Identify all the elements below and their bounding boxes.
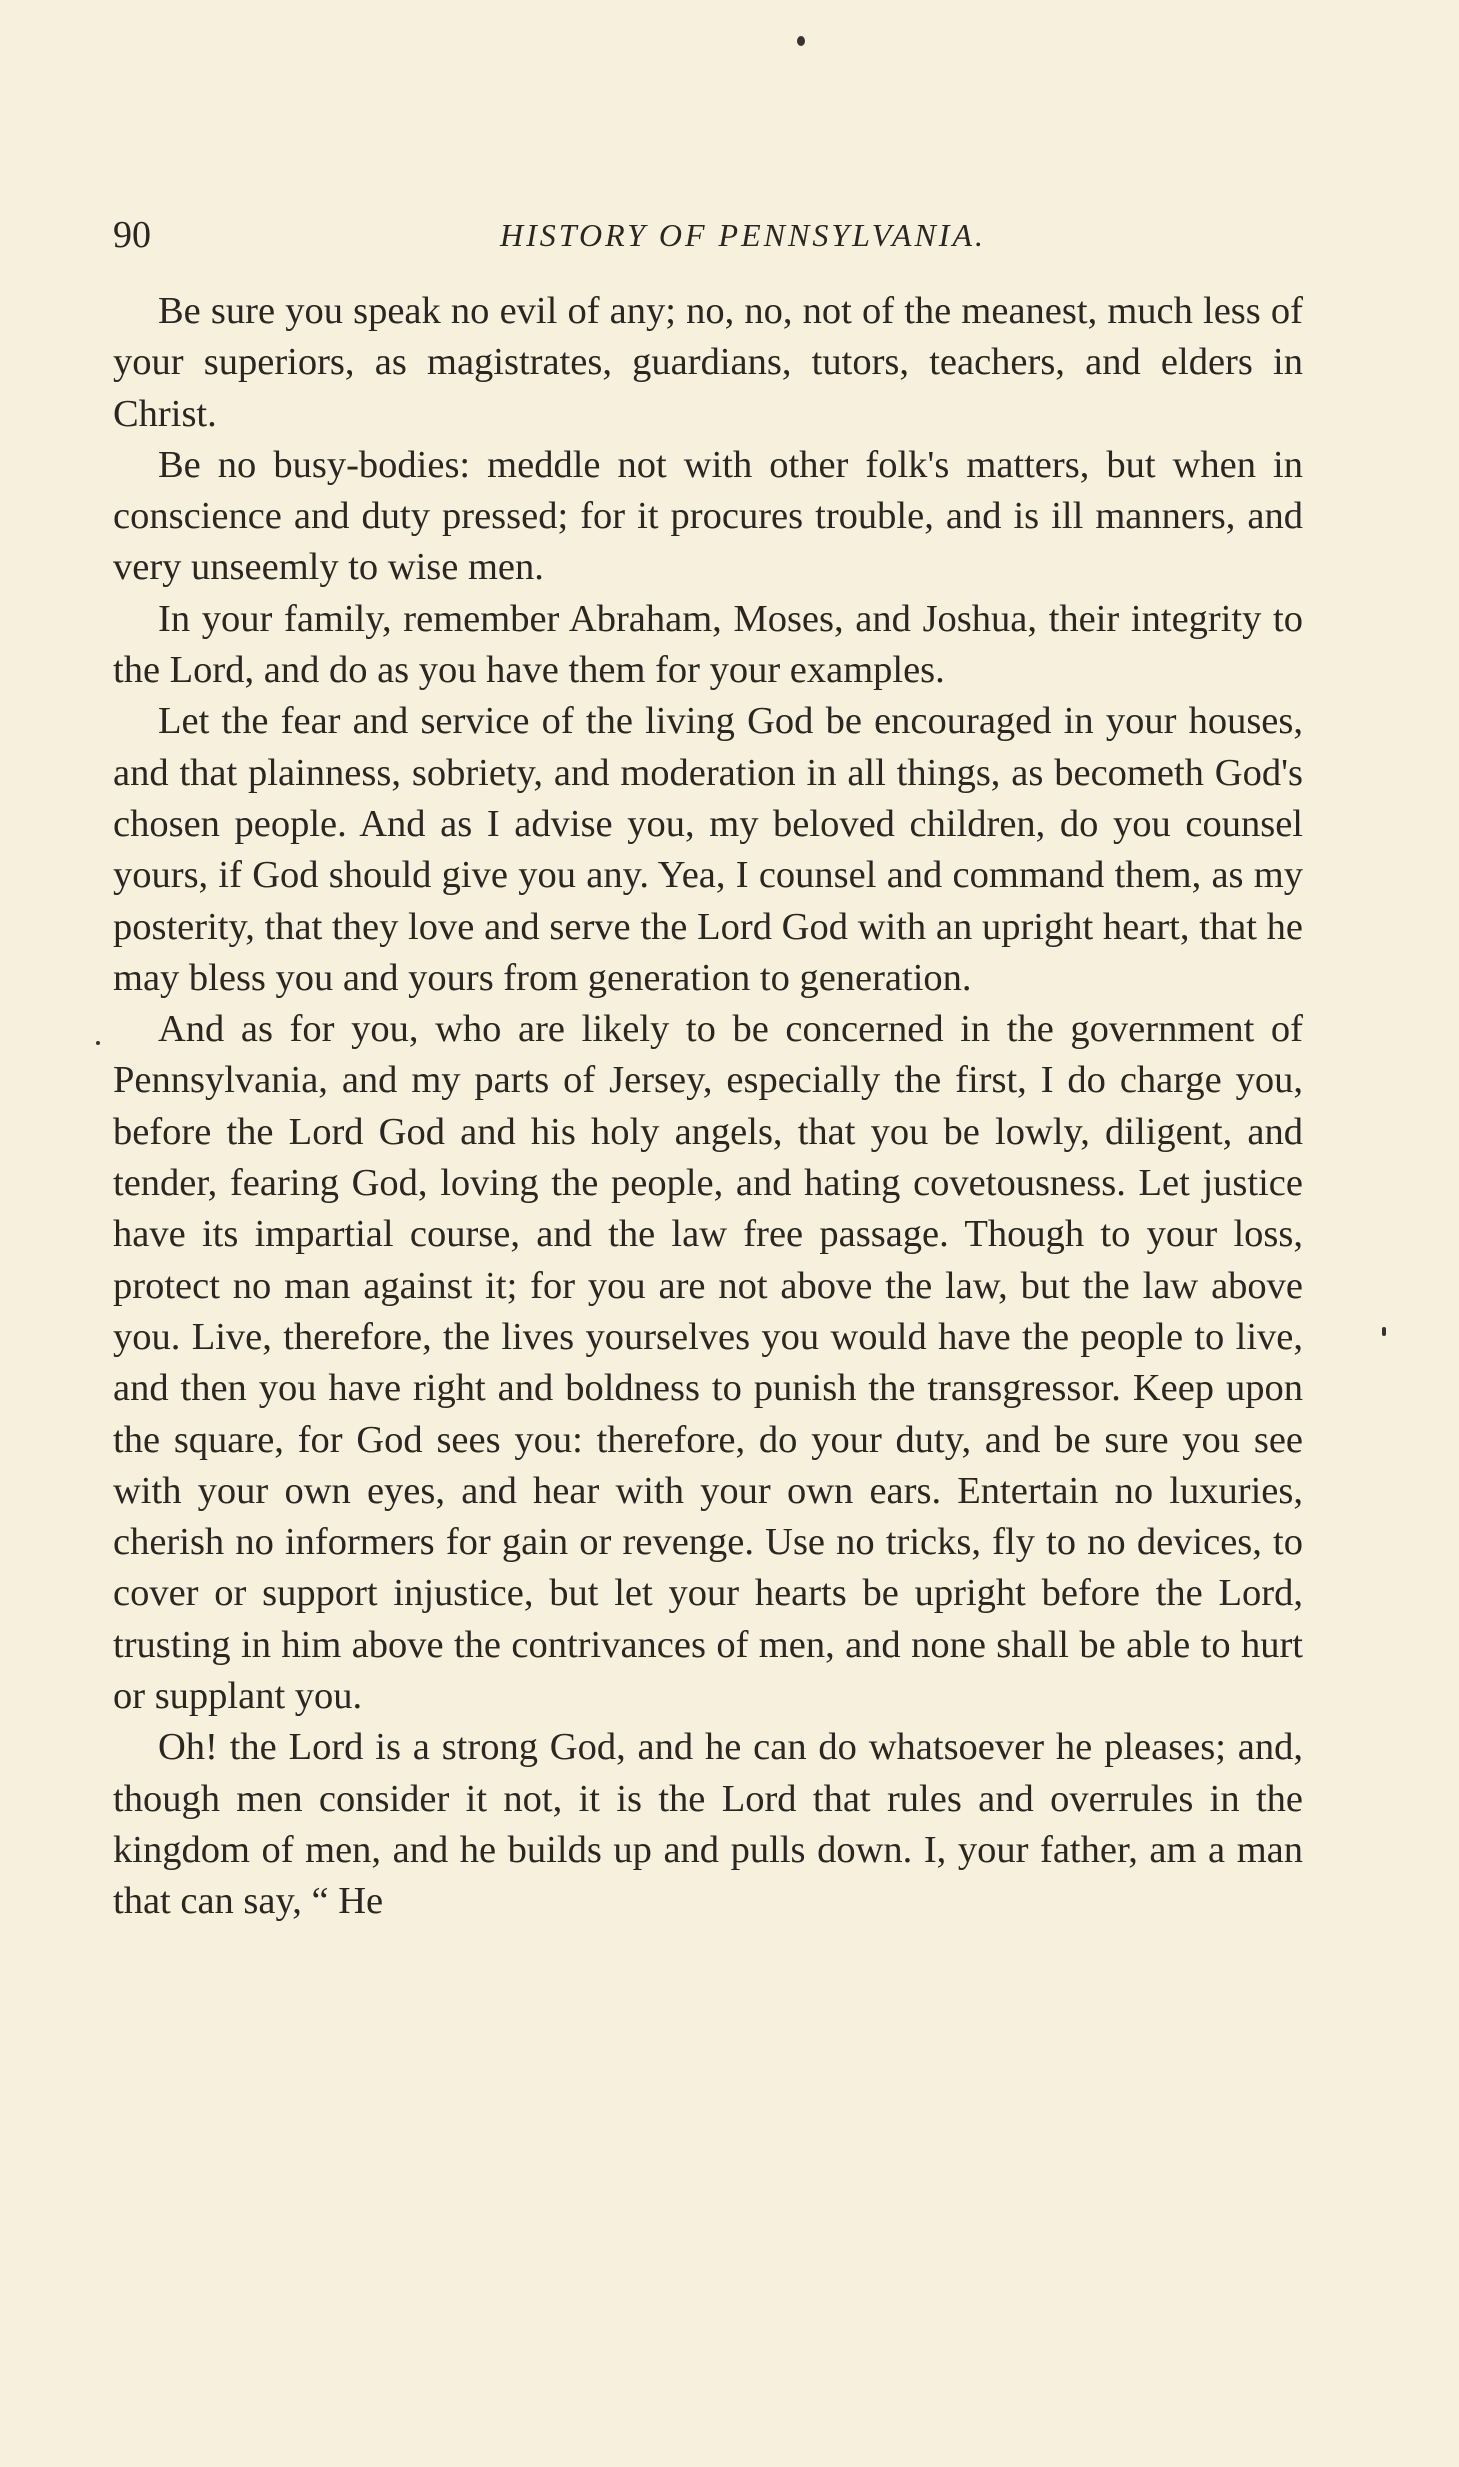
paragraph: And as for you, who are likely to be concerned in the government of Pennsylvania, and my parts of Jersey, especially the first, I do charge you, before the Lord God and his holy angels, that you be lowly, diligent, and tender, fearing God, loving the people, and hating covetousness. Let justice have its impartial course, and the law free passage. Though to your loss, protect no man against it; for you are not above the law, but the law above you. Live, therefore, the lives yourselves you would have the people to live, and then you have right and boldness to punish the transgressor. Keep upon the square, for God sees you: therefore, do your duty, and be sure you see with your own eyes, and hear with your own ears. Entertain no luxuries, cherish no informers for gain or revenge. Use no tricks, fly to no devices, to cover or support injustice, but let your hearts be upright before the Lord, trusting in him above the contrivances of men, and none shall be able to hurt or supplant you. xyxy=(113,1008,1303,1718)
ink-speck-mark xyxy=(1382,1327,1386,1336)
paragraph: In your family, remember Abraham, Moses, and Joshua, their integrity to the Lord, and do as you have them for your examples. xyxy=(113,597,1303,692)
ink-speck-mark xyxy=(96,1041,100,1045)
ink-speck-mark xyxy=(797,36,805,46)
paragraph: Be no busy-bodies: meddle not with other folk's matters, but when in conscience and duty pressed; for it procures trouble, and is ill manners, and very unseemly to wise men. xyxy=(113,443,1303,589)
page-header xyxy=(113,205,1303,265)
paragraph: Be sure you speak no evil of any; no, no, not of the meanest, much less of your superiors, as magistrates, guardians, tutors, teachers, and elders in Christ. xyxy=(113,290,1303,435)
paragraph: Oh! the Lord is a strong God, and he can do whatsoever he pleases; and, though men consider it not, it is the Lord that rules and overrules in the kingdom of men, and he builds up and pulls down. I, your father, am a man that can say, “ He xyxy=(113,1726,1303,1923)
page-number: 90 xyxy=(113,214,151,256)
body-text xyxy=(113,286,1303,1928)
running-title: HISTORY OF PENNSYLVANIA. xyxy=(500,217,986,253)
paragraph: Let the fear and service of the living God be encouraged in your houses, and that plainness, sobriety, and moderation in all things, as becometh God's chosen people. And as I advise you, my beloved children, do you counsel yours, if God should give you any. Yea, I counsel and command them, as my posterity, that they love and serve the Lord God with an upright heart, that he may bless you and yours from generation to generation. xyxy=(113,700,1303,999)
